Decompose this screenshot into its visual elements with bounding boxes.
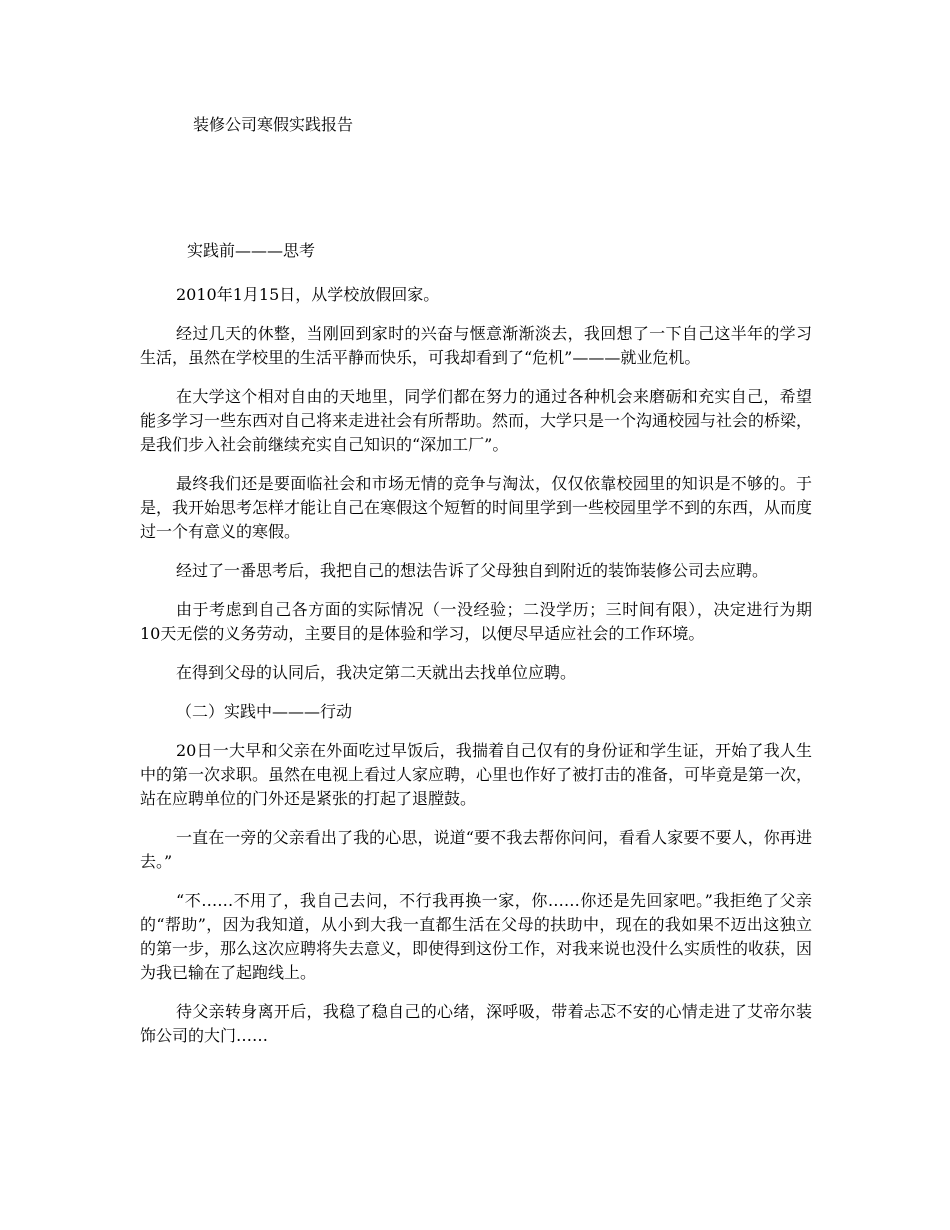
- paragraph: 在大学这个相对自由的天地里，同学们都在努力的通过各种机会来磨砺和充实自己，希望能多学习一些东西对自己将来走进社会有所帮助。然而，大学只是一个沟通校园与社会的桥梁，是我们步入社会前继续充实自己知识的“深加工厂”。: [140, 387, 813, 454]
- document-body: [140, 283, 812, 1060]
- paragraph: “不……不用了，我自己去问，不行我再换一家，你……你还是先回家吧。”我拒绝了父亲的“帮助”，因为我知道，从小到大我一直都生活在父母的扶助中，现在的我如果不迈出这独立的第一步，那么这次应聘将失去意义，即使得到这份工作，对我来说也没什么实质性的收获，因为我已输在了起跑线上。: [140, 891, 813, 982]
- section-heading-before-practice: 实践前———思考: [187, 241, 316, 260]
- paragraph: 最终我们还是要面临社会和市场无情的竞争与淘汰，仅仅依靠校园里的知识是不够的。于是，我开始思考怎样才能让自己在寒假这个短暂的时间里学到一些校园里学不到的东西，从而度过一个有意义的寒假。: [140, 474, 813, 541]
- paragraph: 经过几天的休整，当刚回到家时的兴奋与惬意渐渐淡去，我回想了一下自己这半年的学习生活，虽然在学校里的生活平静而快乐，可我却看到了“危机”———就业危机。: [140, 324, 812, 367]
- paragraph: 待父亲转身离开后，我稳了稳自己的心绪，深呼吸，带着忐忑不安的心情走进了艾帝尔装饰公司的大门……: [140, 1002, 812, 1045]
- paragraph: 20日一大早和父亲在外面吃过早饭后，我揣着自己仅有的身份证和学生证，开始了我人生中的第一次求职。虽然在电视上看过人家应聘，心里也作好了被打击的准备，可毕竟是第一次，站在应聘单位的门外还是紧张的打起了退膛鼓。: [140, 741, 813, 808]
- document-title: 装修公司寒假实践报告: [193, 115, 354, 134]
- paragraph: 在得到父母的认同后，我决定第二天就出去找单位应聘。: [176, 663, 577, 682]
- paragraph: 2010年1月15日，从学校放假回家。: [176, 285, 440, 304]
- paragraph: 经过了一番思考后，我把自己的想法告诉了父母独自到附近的装饰装修公司去应聘。: [176, 561, 769, 580]
- paragraph: 由于考虑到自己各方面的实际情况（一没经验；二没学历；三时间有限），决定进行为期10天无偿的义务劳动，主要目的是体验和学习，以便尽早适应社会的工作环境。: [140, 600, 812, 643]
- section-heading-during-practice: （二）实践中———行动: [176, 702, 353, 721]
- paragraph: 一直在一旁的父亲看出了我的心思，说道“要不我去帮你问问，看看人家要不要人，你再进去。”: [140, 828, 812, 871]
